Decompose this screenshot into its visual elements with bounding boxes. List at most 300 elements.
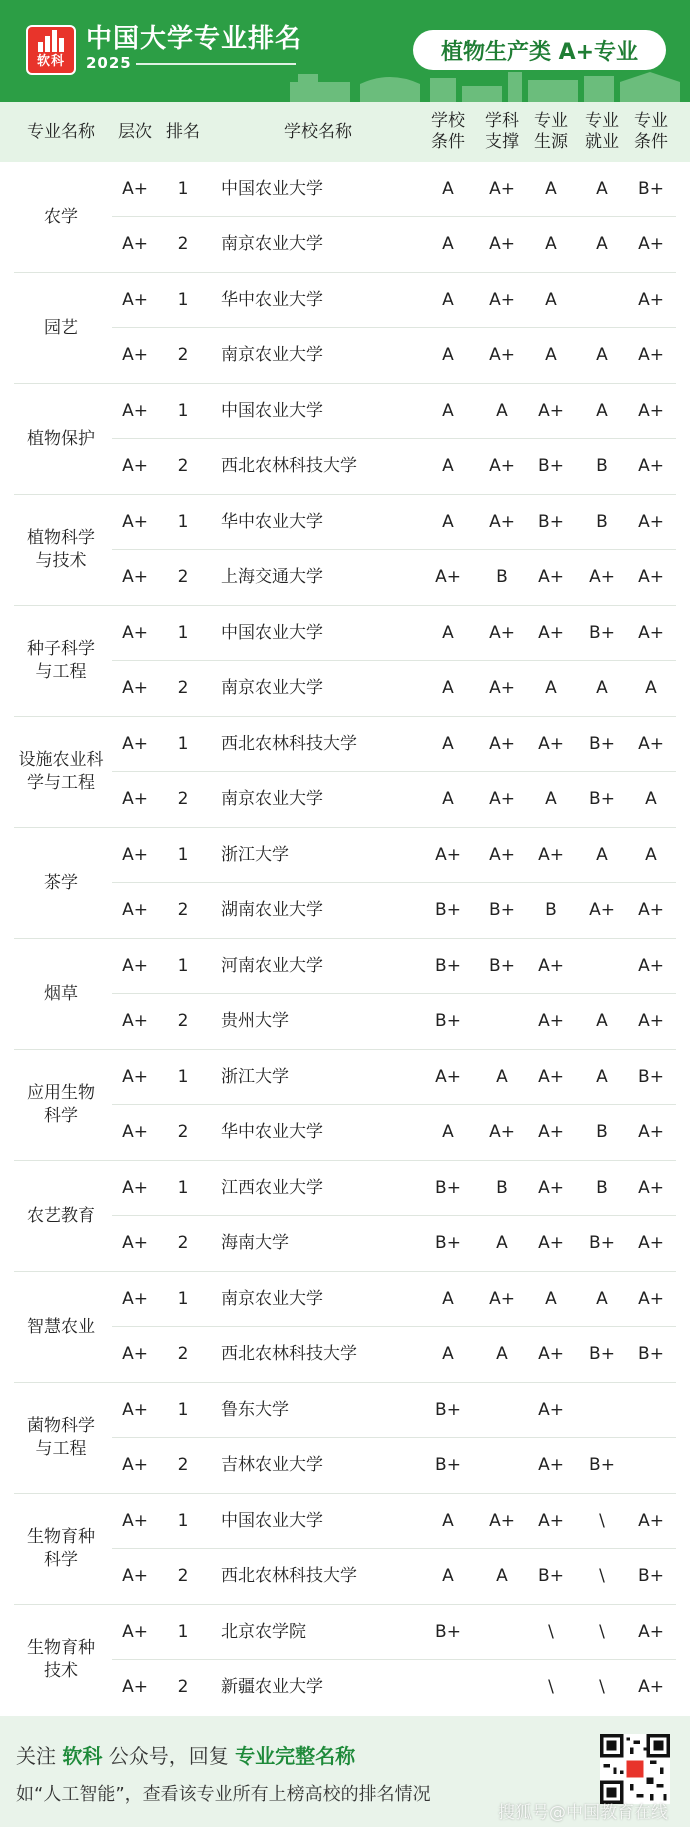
table-row [0, 661, 690, 716]
rank-cell: 2 [177, 234, 189, 254]
rank-cell: 2 [177, 900, 189, 920]
employment-grade: B+ [589, 1344, 615, 1364]
school-conditions-grade: A [442, 345, 454, 365]
table-row [0, 1105, 690, 1160]
level-cell: A+ [122, 1455, 148, 1475]
table-row [0, 828, 690, 883]
employment-grade: A [596, 179, 608, 199]
employment-grade: B [596, 456, 608, 476]
school-conditions-grade: A [442, 1566, 454, 1586]
major-conditions-grade: A+ [638, 956, 664, 976]
major-conditions-grade: A+ [638, 1122, 664, 1142]
school-conditions-grade: A [442, 234, 454, 254]
logo-text: 软科 [36, 54, 65, 69]
discipline-support-grade: A [496, 1067, 508, 1087]
rank-cell: 1 [177, 734, 189, 754]
major-conditions-grade: A+ [638, 1622, 664, 1642]
school-name-cell: 南京农业大学 [221, 234, 323, 254]
level-cell: A+ [122, 401, 148, 421]
student-source-grade: A+ [538, 1400, 564, 1420]
table-row [0, 217, 690, 272]
major-conditions-grade: B+ [638, 1566, 664, 1586]
student-source-grade: A [545, 678, 557, 698]
student-source-grade: A+ [538, 1011, 564, 1031]
footer-prefix: 关注 [16, 1744, 63, 1768]
school-name-cell: 华中农业大学 [221, 512, 323, 532]
school-conditions-grade [426, 1660, 470, 1715]
school-conditions-grade: A [442, 734, 454, 754]
employment-grade: A [596, 1289, 608, 1309]
row-divider [112, 1548, 676, 1549]
major-name: 生物育种 技术 [27, 1638, 95, 1681]
major-conditions-grade: A+ [638, 1511, 664, 1531]
major-name: 茶学 [44, 872, 78, 893]
discipline-support-grade: A+ [489, 789, 515, 809]
school-conditions-grade: A [442, 1511, 454, 1531]
category-badge: 植物生产类 A+专业 [413, 30, 666, 70]
major-name: 应用生物 科学 [27, 1083, 95, 1126]
employment-grade: A [596, 1011, 608, 1031]
discipline-support-grade [478, 994, 526, 1049]
school-conditions-grade: A [442, 1289, 454, 1309]
level-cell: A+ [122, 1233, 148, 1253]
discipline-support-grade: A+ [489, 1122, 515, 1142]
level-cell: A+ [122, 623, 148, 643]
row-divider [112, 1326, 676, 1327]
level-cell: A+ [122, 1400, 148, 1420]
table-row [0, 1216, 690, 1271]
school-conditions-grade: A+ [435, 567, 461, 587]
student-source-grade: \ [548, 1677, 554, 1697]
school-conditions-grade: A [442, 1122, 454, 1142]
table-row [0, 162, 690, 217]
row-divider [112, 1437, 676, 1438]
table-row [0, 717, 690, 772]
discipline-support-grade: A [496, 401, 508, 421]
level-cell: A+ [122, 1178, 148, 1198]
logo-bars-icon [38, 30, 64, 52]
level-cell: A+ [122, 1289, 148, 1309]
employment-grade [578, 1383, 626, 1438]
discipline-support-grade [478, 1660, 526, 1715]
student-source-grade: \ [548, 1622, 554, 1642]
row-divider [112, 1104, 676, 1105]
employment-grade: \ [599, 1511, 605, 1531]
school-name-cell: 华中农业大学 [221, 1122, 323, 1142]
table-row [0, 1605, 690, 1660]
table-row [0, 273, 690, 328]
col-school: 学校名称 [284, 121, 352, 142]
major-group [0, 939, 690, 1050]
major-group [0, 384, 690, 495]
rank-cell: 2 [177, 1566, 189, 1586]
student-source-grade: A [545, 234, 557, 254]
row-divider [112, 438, 676, 439]
brand-rule [136, 63, 296, 65]
major-group [0, 828, 690, 939]
level-cell: A+ [122, 345, 148, 365]
school-name-cell: 中国农业大学 [221, 623, 323, 643]
rank-cell: 1 [177, 1622, 189, 1642]
discipline-support-grade: A+ [489, 512, 515, 532]
level-cell: A+ [122, 234, 148, 254]
major-conditions-grade: B+ [638, 1344, 664, 1364]
major-conditions-grade [628, 1438, 674, 1493]
student-source-grade: A+ [538, 1122, 564, 1142]
school-name-cell: 南京农业大学 [221, 678, 323, 698]
discipline-support-grade [478, 1383, 526, 1438]
student-source-grade: B+ [538, 512, 564, 532]
school-name-cell: 西北农林科技大学 [221, 1566, 357, 1586]
major-conditions-grade [628, 1383, 674, 1438]
school-conditions-grade: A [442, 678, 454, 698]
level-cell: A+ [122, 845, 148, 865]
table-row [0, 883, 690, 938]
major-name: 农学 [44, 206, 78, 227]
employment-grade: B+ [589, 1455, 615, 1475]
student-source-grade: A+ [538, 1233, 564, 1253]
school-name-cell: 南京农业大学 [221, 1289, 323, 1309]
major-conditions-grade: A+ [638, 345, 664, 365]
employment-grade: B+ [589, 623, 615, 643]
school-conditions-grade: A [442, 290, 454, 310]
rank-cell: 1 [177, 1400, 189, 1420]
major-conditions-grade: A [645, 789, 657, 809]
major-group [0, 1272, 690, 1383]
student-source-grade: A+ [538, 567, 564, 587]
major-group [0, 1161, 690, 1272]
major-name: 烟草 [44, 983, 78, 1004]
level-cell: A+ [122, 678, 148, 698]
rank-cell: 2 [177, 789, 189, 809]
rank-cell: 1 [177, 956, 189, 976]
school-conditions-grade: A [442, 179, 454, 199]
table-row [0, 772, 690, 827]
footer-brand: 软科 [62, 1744, 103, 1768]
table-row [0, 1161, 690, 1216]
employment-grade: B+ [589, 789, 615, 809]
discipline-support-grade: A+ [489, 345, 515, 365]
row-divider [112, 771, 676, 772]
row-divider [112, 327, 676, 328]
major-conditions-grade: A+ [638, 900, 664, 920]
employment-grade: B [596, 1178, 608, 1198]
student-source-grade: A+ [538, 401, 564, 421]
school-name-cell: 新疆农业大学 [221, 1677, 323, 1697]
row-divider [112, 216, 676, 217]
major-name: 设施农业科 学与工程 [18, 750, 104, 793]
major-conditions-grade: A+ [638, 456, 664, 476]
major-group [0, 1494, 690, 1605]
school-name-cell: 华中农业大学 [221, 290, 323, 310]
discipline-support-grade: B [496, 1178, 508, 1198]
rank-cell: 1 [177, 290, 189, 310]
major-group [0, 606, 690, 717]
student-source-grade: B [545, 900, 557, 920]
employment-grade: A [596, 401, 608, 421]
table-row [0, 495, 690, 550]
school-conditions-grade: A+ [435, 1067, 461, 1087]
major-name: 园艺 [44, 317, 78, 338]
student-source-grade: A+ [538, 1455, 564, 1475]
discipline-support-grade: A [496, 1344, 508, 1364]
discipline-support-grade: A+ [489, 845, 515, 865]
header-banner [0, 0, 690, 102]
student-source-grade: A [545, 789, 557, 809]
table-row [0, 1327, 690, 1382]
col-major: 专业名称 [27, 121, 95, 142]
school-name-cell: 海南大学 [221, 1233, 289, 1253]
rank-cell: 1 [177, 1178, 189, 1198]
col-rank: 排名 [166, 121, 200, 142]
rank-cell: 1 [177, 512, 189, 532]
level-cell: A+ [122, 1677, 148, 1697]
employment-grade [578, 273, 626, 328]
school-conditions-grade: A [442, 401, 454, 421]
col-level: 层次 [118, 121, 152, 142]
discipline-support-grade: B+ [489, 956, 515, 976]
row-divider [112, 882, 676, 883]
school-conditions-grade: B+ [435, 956, 461, 976]
discipline-support-grade: A [496, 1233, 508, 1253]
level-cell: A+ [122, 900, 148, 920]
student-source-grade: B+ [538, 456, 564, 476]
rank-cell: 1 [177, 1511, 189, 1531]
employment-grade: A [596, 845, 608, 865]
level-cell: A+ [122, 1622, 148, 1642]
row-divider [112, 660, 676, 661]
school-name-cell: 北京农学院 [221, 1622, 306, 1642]
level-cell: A+ [122, 1122, 148, 1142]
table-row [0, 439, 690, 494]
major-conditions-grade: A+ [638, 1011, 664, 1031]
school-name-cell: 上海交通大学 [221, 567, 323, 587]
student-source-grade: A+ [538, 734, 564, 754]
school-name-cell: 中国农业大学 [221, 401, 323, 421]
ruanke-logo [26, 25, 76, 75]
major-name: 种子科学 与工程 [27, 639, 95, 682]
major-group [0, 162, 690, 273]
school-conditions-grade: A [442, 789, 454, 809]
discipline-support-grade: B [496, 567, 508, 587]
col-school-conditions: 学校 条件 [431, 111, 465, 152]
col-major-conditions: 专业 条件 [634, 111, 668, 152]
level-cell: A+ [122, 956, 148, 976]
student-source-grade: A+ [538, 1511, 564, 1531]
footer-mid: 公众号，回复 [102, 1744, 236, 1768]
major-name: 植物保护 [27, 428, 95, 449]
rank-cell: 2 [177, 1011, 189, 1031]
school-name-cell: 浙江大学 [221, 845, 289, 865]
student-source-grade: A+ [538, 1344, 564, 1364]
discipline-support-grade: B+ [489, 900, 515, 920]
table-row [0, 1549, 690, 1604]
table-header [0, 102, 690, 162]
major-group [0, 1383, 690, 1494]
row-divider [112, 1215, 676, 1216]
rank-cell: 1 [177, 845, 189, 865]
major-name: 农艺教育 [27, 1205, 95, 1226]
rank-cell: 1 [177, 623, 189, 643]
employment-grade: A [596, 345, 608, 365]
table-row [0, 1272, 690, 1327]
employment-grade: \ [599, 1677, 605, 1697]
school-conditions-grade: B+ [435, 1011, 461, 1031]
discipline-support-grade: A+ [489, 734, 515, 754]
table-row [0, 1050, 690, 1105]
footer [0, 1716, 690, 1827]
major-group [0, 717, 690, 828]
major-name: 智慧农业 [27, 1316, 95, 1337]
employment-grade: A [596, 234, 608, 254]
row-divider [112, 993, 676, 994]
major-conditions-grade: A [645, 845, 657, 865]
level-cell: A+ [122, 789, 148, 809]
school-name-cell: 吉林农业大学 [221, 1455, 323, 1475]
table-row [0, 1494, 690, 1549]
school-name-cell: 浙江大学 [221, 1067, 289, 1087]
level-cell: A+ [122, 1344, 148, 1364]
school-conditions-grade: A [442, 1344, 454, 1364]
discipline-support-grade: A+ [489, 179, 515, 199]
employment-grade: A+ [589, 900, 615, 920]
level-cell: A+ [122, 1566, 148, 1586]
employment-grade: B [596, 512, 608, 532]
school-name-cell: 江西农业大学 [221, 1178, 323, 1198]
watermark: 搜狐号@中国教育在线 [498, 1803, 668, 1823]
major-conditions-grade: A+ [638, 734, 664, 754]
level-cell: A+ [122, 456, 148, 476]
major-conditions-grade: A+ [638, 1178, 664, 1198]
school-name-cell: 河南农业大学 [221, 956, 323, 976]
school-conditions-grade: A [442, 456, 454, 476]
col-student-source: 专业 生源 [534, 111, 568, 152]
student-source-grade: A+ [538, 1178, 564, 1198]
school-name-cell: 鲁东大学 [221, 1400, 289, 1420]
school-conditions-grade: B+ [435, 1400, 461, 1420]
school-name-cell: 南京农业大学 [221, 789, 323, 809]
major-conditions-grade: A+ [638, 567, 664, 587]
rank-cell: 2 [177, 678, 189, 698]
major-conditions-grade: A+ [638, 1289, 664, 1309]
rank-cell: 2 [177, 1344, 189, 1364]
school-name-cell: 西北农林科技大学 [221, 1344, 357, 1364]
qr-code-icon[interactable] [600, 1734, 670, 1804]
row-divider [112, 549, 676, 550]
student-source-grade: B+ [538, 1566, 564, 1586]
major-conditions-grade: A+ [638, 512, 664, 532]
major-conditions-grade: A+ [638, 401, 664, 421]
employment-grade: A [596, 678, 608, 698]
level-cell: A+ [122, 290, 148, 310]
major-conditions-grade: A+ [638, 1233, 664, 1253]
employment-grade: \ [599, 1566, 605, 1586]
footer-instruction [16, 1740, 355, 1769]
major-group [0, 1605, 690, 1716]
student-source-grade: A [545, 179, 557, 199]
level-cell: A+ [122, 1511, 148, 1531]
school-name-cell: 西北农林科技大学 [221, 456, 357, 476]
brand-year: 2025 [86, 54, 132, 72]
table-row [0, 384, 690, 439]
rank-cell: 2 [177, 1677, 189, 1697]
employment-grade: B [596, 1122, 608, 1142]
student-source-grade: A [545, 345, 557, 365]
employment-grade: B+ [589, 1233, 615, 1253]
discipline-support-grade [478, 1438, 526, 1493]
school-conditions-grade: A [442, 512, 454, 532]
campus-skyline-icon [290, 68, 690, 102]
major-conditions-grade: A+ [638, 623, 664, 643]
school-name-cell: 湖南农业大学 [221, 900, 323, 920]
student-source-grade: A+ [538, 1067, 564, 1087]
school-conditions-grade: B+ [435, 1178, 461, 1198]
ranking-table [0, 102, 690, 1716]
major-conditions-grade: A+ [638, 1677, 664, 1697]
discipline-support-grade: A+ [489, 456, 515, 476]
discipline-support-grade: A+ [489, 678, 515, 698]
discipline-support-grade: A+ [489, 234, 515, 254]
major-name: 植物科学 与技术 [27, 528, 95, 571]
rank-cell: 2 [177, 567, 189, 587]
employment-grade [578, 939, 626, 994]
table-body [0, 162, 690, 1716]
school-name-cell: 中国农业大学 [221, 1511, 323, 1531]
school-name-cell: 南京农业大学 [221, 345, 323, 365]
rank-cell: 1 [177, 1067, 189, 1087]
rank-cell: 2 [177, 345, 189, 365]
school-conditions-grade: B+ [435, 1455, 461, 1475]
table-row [0, 1438, 690, 1493]
table-row [0, 1660, 690, 1715]
col-employment: 专业 就业 [585, 111, 619, 152]
level-cell: A+ [122, 734, 148, 754]
rank-cell: 2 [177, 1233, 189, 1253]
major-conditions-grade: A+ [638, 290, 664, 310]
school-conditions-grade: B+ [435, 1233, 461, 1253]
major-group [0, 1050, 690, 1161]
footer-example: 如“人工智能”，查看该专业所有上榜高校的排名情况 [16, 1784, 431, 1805]
table-row [0, 994, 690, 1049]
brand-title: 中国大学专业排名 [86, 24, 303, 54]
student-source-grade: A [545, 290, 557, 310]
discipline-support-grade: A+ [489, 1511, 515, 1531]
student-source-grade: A+ [538, 623, 564, 643]
employment-grade: B+ [589, 734, 615, 754]
major-group [0, 495, 690, 606]
table-row [0, 939, 690, 994]
level-cell: A+ [122, 567, 148, 587]
school-name-cell: 中国农业大学 [221, 179, 323, 199]
level-cell: A+ [122, 1011, 148, 1031]
major-conditions-grade: A [645, 678, 657, 698]
school-conditions-grade: A [442, 623, 454, 643]
student-source-grade: A+ [538, 956, 564, 976]
rank-cell: 1 [177, 401, 189, 421]
col-discipline-support: 学科 支撑 [485, 111, 519, 152]
rank-cell: 2 [177, 1122, 189, 1142]
school-name-cell: 西北农林科技大学 [221, 734, 357, 754]
major-conditions-grade: B+ [638, 179, 664, 199]
major-conditions-grade: B+ [638, 1067, 664, 1087]
footer-keyword: 专业完整名称 [235, 1744, 356, 1768]
table-row [0, 606, 690, 661]
school-conditions-grade: B+ [435, 900, 461, 920]
table-row [0, 328, 690, 383]
rank-cell: 1 [177, 1289, 189, 1309]
rank-cell: 1 [177, 179, 189, 199]
table-row [0, 1383, 690, 1438]
